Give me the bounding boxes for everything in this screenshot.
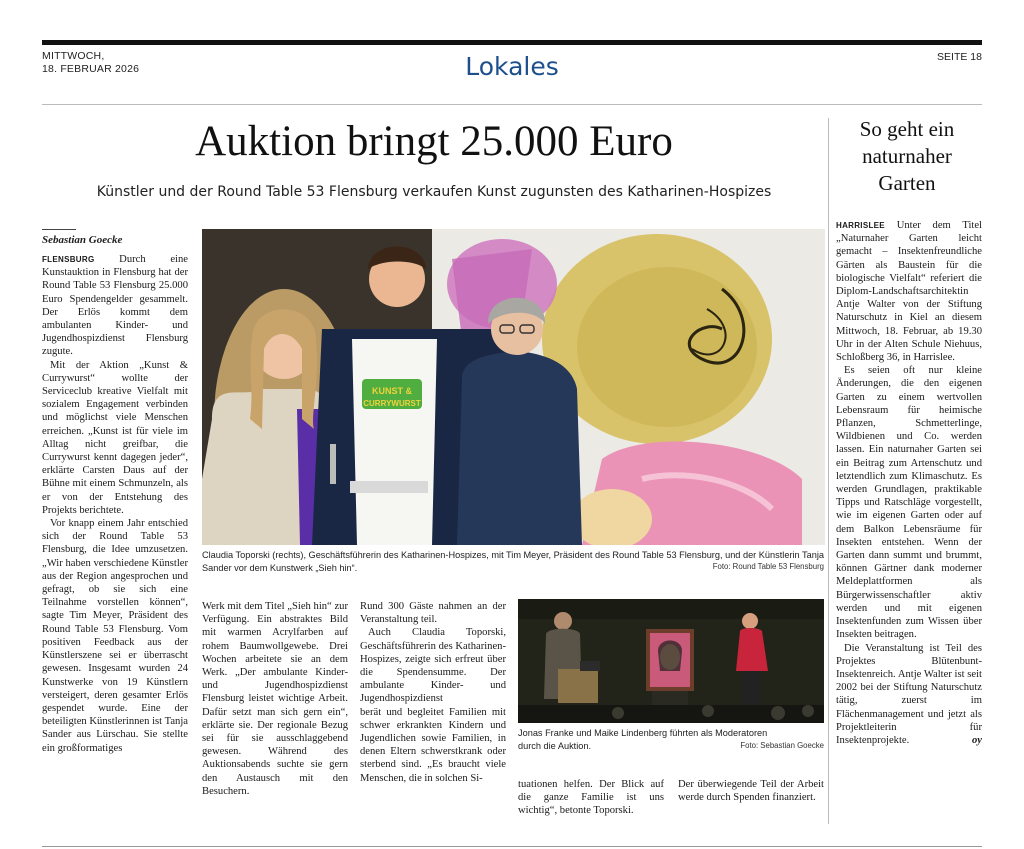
shirt-print-line2: CURRYWURST	[363, 399, 421, 408]
weekday: MITTWOCH,	[42, 50, 105, 62]
paragraph: Die Veranstaltung ist Teil des Projektes Blütenbunt-Insektenreich. Antje Walter ist seit 2002 bei der Stiftung Naturschutz tätig, zuerst im Flächenmanagement und jetzt als Projektleiterin für Insektenprojekte.	[836, 642, 982, 746]
sidebar-column	[836, 219, 982, 823]
date: 18. FEBRUAR 2026	[42, 63, 140, 75]
bottom-rule	[42, 846, 982, 847]
stage-photo	[518, 599, 824, 723]
paragraph: Unter dem Titel „Naturnaher Garten leicht gemacht – Insektenfreundliche Gärten als Baustein für die biologische Vielfalt“ referiert die Diplom-Landschaftsarchitektin Antje Walter von der Stiftung Naturschutz in Kiel an diesem Mittwoch, 18. Februar, ab 19.30 Uhr in der Alten Schule Niehuus, Schloßberg 36, in Harrislee.	[836, 220, 982, 364]
photo-caption: Jonas Franke und Maike Lindenberg führten als Moderatoren durch die Auktion.	[518, 728, 768, 751]
headline: Auktion bringt 25.000 Euro	[195, 118, 673, 165]
sidebar-dateline: HARRISLEE	[836, 221, 885, 230]
paragraph: Es seien oft nur kleine Änderungen, die den eigenen Garten zu einem wertvollen Lebensraum für heimische Pflanzen, Schmetterlinge, Wildbienen und Co. werden lassen. Ein naturnaher Garten sei ein Beitrag zum Artenschutz und letztendlich zum Klimaschutz. Es werden Grundlagen, praktikable Tipps und Ratschläge vorgestellt, wie im eigenen Garten oder auf dem Balkon Lebensräume für Insekten entstehen. Wenn der Garten dann summt und brummt, können Gärtner dank moderner Meldeplattformen als Bürgerwissenschaftler aktiv werden und mit eigenen Insektenfunden zum Wissen über Insekten beitragen.	[836, 365, 982, 641]
article-column-3	[360, 600, 506, 822]
author-initials: oy	[972, 734, 982, 746]
article-column-1	[42, 253, 188, 821]
section-title: Lokales	[465, 52, 559, 81]
photo-credit: Foto: Sebastian Goecke	[740, 741, 824, 750]
subheadline: Künstler und der Round Table 53 Flensburg verkaufen Kunst zugunsten des Katharinen-Hospizes	[96, 184, 772, 200]
top-rule	[42, 40, 982, 45]
paragraph: Der überwiegende Teil der Arbeit werde durch Spenden finanziert.	[678, 779, 824, 804]
paragraph: Rund 300 Gäste nahmen an der Veranstaltung teil.	[360, 601, 506, 626]
column-divider	[828, 118, 829, 824]
paragraph: berät und begleitet Familien mit schwer erkrankten Kindern und Jugendlichen sowie Familien, in denen Eltern schwerstkrank oder sterbend sind. „Es braucht viele Menschen, die in solchen Si-	[360, 706, 506, 784]
paragraph: tuationen helfen. Der Blick auf die ganze Familie ist uns wichtig“, betonte Toporski.	[518, 779, 664, 817]
article-column-5	[678, 778, 824, 822]
paragraph: Mit der Aktion „Kunst & Currywurst“ wollte der Serviceclub kreative Vielfalt mit sozialem Engagement verbinden und möglichst viele Menschen erreichen. „Kunst ist für viele im Alltag nicht greifbar, die Currywurst kennt dagegen jeder“, erklärte Carsten Daus auf der Bühne mit einem Schmunzeln, als er von der Entstehung des Projekts berichtete.	[42, 359, 188, 516]
paragraph: Vor knapp einem Jahr entschied sich der Round Table 53 Flensburg, die Idee umzusetzen. „Wir haben verschiedene Künstler aus der Region angesprochen und gefragt, ob sie sich eine Teilnahme vorstellen können“, sagte Tim Meyer, Präsident des Round Table 53 Flensburg. Vom positiven Feedback aus der Künstlerszene sei er überrascht gewesen. Insgesamt wurden 24 Kunstwerke von 19 Künstlern versteigert, deren gesamter Erlös gespendet wurde. Eine der beteiligten Künstlerinnen ist Tanja Sander aus Lürschau. Sie stellte ein großformatiges	[42, 518, 188, 754]
byline-rule	[42, 229, 76, 230]
page-number: SEITE 18	[937, 51, 982, 63]
paragraph: Durch eine Kunstauktion in Flensburg hat der Round Table 53 Flensburg 25.000 Euro Spendengelder gesammelt. Der Erlös kommt dem ambulanten Kinder- und Jugendhospizdienst Flensburg zugute.	[42, 254, 188, 358]
byline: Sebastian Goecke	[42, 234, 123, 246]
article-column-4	[518, 778, 664, 822]
paragraph: Auch Claudia Toporski, Geschäftsführerin des Katharinen-Hospizes, zeigte sich erfreut über die Spendensumme. Der ambulante Kinder- und Jugendhospizdienst	[360, 627, 506, 705]
shirt-print-line1: KUNST &	[372, 386, 412, 396]
paragraph: Werk mit dem Titel „Sieh hin“ zur Verfügung. Ein abstraktes Bild mit warmen Acrylfarben auf rohem Baumwollgewebe. Drei Wochen arbeitete sie an dem Werk. „Der ambulante Kinder- und Jugendhospizdienst Flensburg leistet wichtige Arbeit. Dafür setzt man sich gern ein“, erklärte sie. Der regionale Bezug sei für sie ausschlaggebend gewesen. Während des Auktionsabends suchte sie gern den Austausch mit den Besuchern.	[202, 601, 348, 797]
header-rule	[42, 104, 982, 105]
sidebar-title: So geht ein naturnaher Garten	[859, 117, 955, 195]
dateline: FLENSBURG	[42, 255, 95, 264]
photo-credit: Foto: Round Table 53 Flensburg	[712, 562, 824, 571]
photo-caption: Claudia Toporski (rechts), Geschäftsführerin des Katharinen-Hospizes, mit Tim Meyer, Präsident des Round Table 53 Flensburg, und der Künstlerin Tanja Sander vor dem Kunstwerk „Sieh hin“.	[202, 550, 824, 573]
main-photo	[202, 229, 825, 545]
article-column-2	[202, 600, 348, 822]
